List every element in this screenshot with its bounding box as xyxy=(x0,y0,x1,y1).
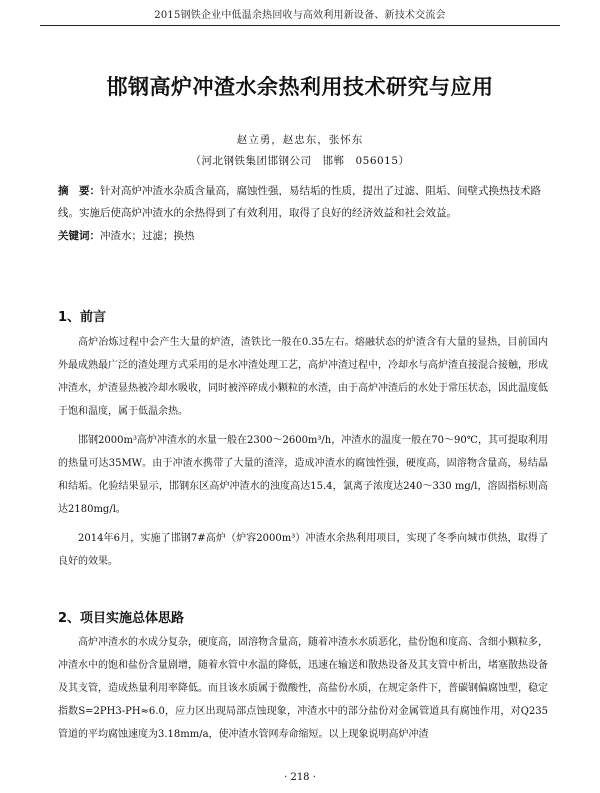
running-header: 2015钢铁企业中低温余热回收与高效利用新设备、新技术交流会 xyxy=(40,6,560,26)
section-heading-intro: 1、前言 xyxy=(58,310,107,325)
keywords xyxy=(58,228,546,243)
paragraph: 高炉冶炼过程中会产生大量的炉渣，渣铁比一般在0.35左右。熔融状态的炉渣含有大量的显热，目前国内外最成熟最广泛的渣处理方式采用的是水冲渣处理工艺，高炉冲渣过程中，冷却水与高炉渣直接混合接触，形成冲渣水，炉渣显热被冷却水吸收，同时被淬碎成小颗粒的水渣，由于高炉冲渣后的水处于常压状态，因此温度低于饱和温度，属于低温余热。 xyxy=(58,337,548,417)
author-list: 赵立勇，赵忠东，张怀东 xyxy=(236,134,364,146)
paper-title: 邯钢高炉冲渣水余热利用技术研究与应用 xyxy=(106,75,494,99)
keywords-text: 冲渣水；过滤；换热 xyxy=(100,230,195,242)
abstract-label: 摘 要： xyxy=(58,185,100,197)
paragraph: 邯钢2000m³高炉冲渣水的水量一般在2300～2600m³/h，冲渣水的温度一般在70～90℃，其可提取利用的热量可达35MW。由于冲渣水携带了大量的渣滓，造成冲渣水的腐蚀性强，硬度高，固溶物含量高，易结晶和结垢。化验结果显示，邯钢东区高炉冲渣水的浊度高达15.4，氯离子浓度达240～330 mg/l，溶固指标则高达2180mg/l。 xyxy=(58,435,548,515)
page-number: · 218 · xyxy=(284,772,316,783)
paragraph: 高炉冲渣水的水成分复杂，硬度高，固溶物含量高，随着冲渣水水质恶化，盐份饱和度高、含细小颗粒多，冲渣水中的饱和盐份含量剧增，随着水管中水温的降低，迅速在输送和散热设备及其支管中析出，堵塞散热设备及其支管，造成热量利用率降低。而且该水质属于微酸性，高盐份水质，在规定条件下，普碳钢偏腐蚀型，稳定指数S=2PH3-PH≈6.0，应力区出现局部点蚀现象，冲渣水中的部分盐份对金属管道具有腐蚀作用，对Q235管道的平均腐蚀速度为3.18mm/a，使冲渣水管网寿命缩短。以上现象说明高炉冲渣 xyxy=(58,637,548,740)
keywords-label: 关键词： xyxy=(58,230,100,242)
affiliation: （河北钢铁集团邯钢公司 邯郸 056015） xyxy=(190,155,410,167)
abstract xyxy=(58,180,546,224)
section-heading-approach: 2、项目实施总体思路 xyxy=(58,611,185,626)
paragraph: 2014年6月，实施了邯钢7#高炉（炉容2000m³）冲渣水余热利用项目，实现了冬季向城市供热，取得了良好的效果。 xyxy=(58,533,548,567)
abstract-text: 针对高炉冲渣水杂质含量高，腐蚀性强，易结垢的性质，提出了过滤、阻垢、间壁式换热技术路线。实施后使高炉冲渣水的余热得到了有效利用，取得了良好的经济效益和社会效益。 xyxy=(58,185,541,219)
